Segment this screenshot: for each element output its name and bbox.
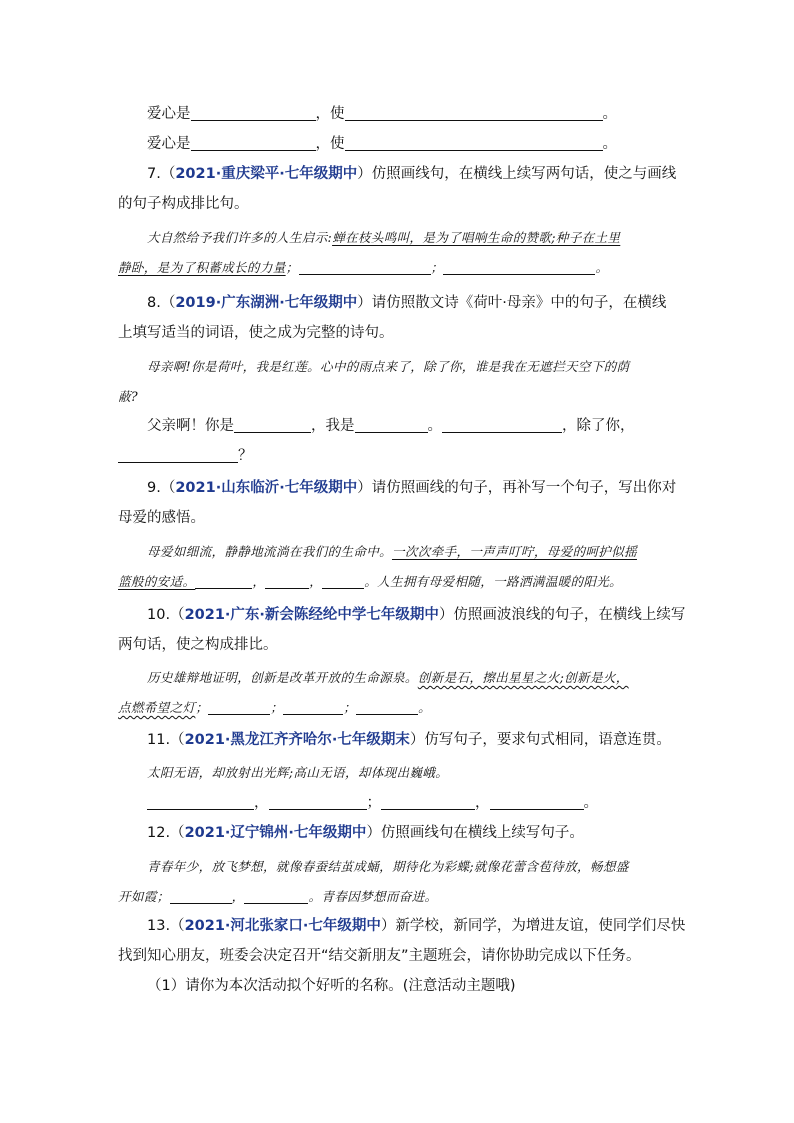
text-segment: 父亲啊！你是: [147, 418, 234, 434]
quote-text: 开如霞；: [118, 889, 170, 904]
question-8-quote-cont: [118, 387, 138, 407]
question-text: ）请仿照画线的句子，再补写一个句子，写出你对: [357, 480, 677, 496]
question-number: 7.（: [147, 166, 176, 182]
question-10-quote: [147, 668, 629, 688]
question-8-instruction-cont: [118, 323, 394, 343]
text-segment: ，我是: [311, 418, 355, 434]
question-7-quote-cont: [118, 258, 608, 278]
question-11-instruction: [147, 730, 671, 750]
question-text: ）仿照画波浪线的句子，在横线上续写: [438, 607, 686, 623]
question-source: 2021·重庆梁平·七年级期中: [175, 166, 358, 182]
quote-text: 太阳无语，却放射出光辉;高山无语，却体现出巍峨。: [147, 765, 449, 780]
question-13-instruction: [147, 916, 685, 936]
quote-text: 历史雄辩地证明，创新是改革开放的生命源泉。: [147, 670, 418, 685]
question-text: 找到知心朋友，班委会决定召开“结交新朋友”主题班会，请你协助完成以下任务。: [118, 948, 641, 964]
punctuation: ，: [254, 795, 269, 811]
punctuation: ，: [309, 574, 323, 589]
punctuation: 。: [418, 700, 431, 715]
question-source: 2021·辽宁锦州·七年级期中: [184, 825, 367, 841]
quote-text: 。青春因梦想而奋进。: [308, 889, 438, 904]
fill-blank[interactable]: [356, 699, 418, 715]
fill-blank[interactable]: [322, 573, 364, 589]
fill-blank[interactable]: [269, 794, 367, 810]
question-11-fill: [147, 793, 598, 813]
fill-blank[interactable]: [443, 259, 595, 275]
text-segment: ，使: [315, 136, 345, 152]
question-text: 的句子构成排比句。: [118, 196, 249, 212]
subtask-text: （1）请你为本次活动拟个好听的名称。(注意活动主题哦): [147, 978, 516, 994]
question-number: 11.（: [147, 732, 185, 748]
fill-blank[interactable]: [195, 573, 252, 589]
question-source: 2021·山东临沂·七年级期中: [175, 480, 358, 496]
punctuation: ；: [195, 700, 209, 715]
question-10-instruction: [147, 605, 685, 625]
punctuation: ；: [285, 260, 299, 275]
text-segment: 。: [602, 106, 617, 122]
punctuation: ；: [343, 700, 357, 715]
question-text: ）新学校，新同学，为增进友谊，使同学们尽快: [380, 918, 686, 934]
question-8-fill-cont: [118, 446, 253, 466]
fill-blank[interactable]: [208, 699, 270, 715]
punctuation: ；: [430, 260, 444, 275]
question-9-quote: [147, 542, 637, 562]
question-8-instruction: [147, 293, 666, 313]
question-10-quote-cont: [118, 698, 431, 718]
fill-blank[interactable]: [490, 794, 584, 810]
fill-blank[interactable]: [299, 259, 431, 275]
question-7-quote: [147, 228, 620, 248]
fill-blank[interactable]: [170, 888, 232, 904]
question-text: ）仿照画线句，在横线上续写两句话，使之与画线: [357, 166, 677, 182]
text-segment: 爱心是: [147, 106, 191, 122]
punctuation: ？: [238, 448, 253, 464]
text-segment: 爱心是: [147, 136, 191, 152]
question-text: ）请仿照散文诗《荷叶·母亲》中的句子，在横线: [357, 295, 667, 311]
underlined-sentence: 一次次牵手，一声声叮咛，母爱的呵护似摇: [391, 544, 637, 559]
quote-text: 青春年少，放飞梦想，就像春蚕结茧成蛹，期待化为彩蝶;就像花蕾含苞待放，畅想盛: [147, 859, 629, 874]
question-source: 2021·广东·新会陈经纶中学七年级期中: [184, 607, 439, 623]
question-11-quote: [147, 763, 448, 783]
question-number: 13.（: [147, 918, 185, 934]
question-8-quote: [147, 357, 629, 377]
question-8-fill: [147, 416, 635, 436]
question-12-quote-cont: [118, 887, 437, 907]
fill-blank[interactable]: [355, 417, 428, 433]
punctuation: ；: [366, 795, 381, 811]
question-number: 9.（: [147, 480, 176, 496]
question-12-instruction: [147, 823, 584, 843]
question-9-instruction-cont: [118, 508, 205, 528]
punctuation: 。: [595, 260, 609, 275]
fill-blank[interactable]: [442, 417, 562, 433]
question-source: 2021·黑龙江齐齐哈尔·七年级期末: [184, 732, 410, 748]
question-text: 两句话，使之构成排比。: [118, 637, 278, 653]
text-segment: 。: [602, 136, 617, 152]
wavy-underlined-sentence: 创新是石，擦出星星之火;创新是火，: [417, 670, 629, 685]
underlined-sentence: 蝉在枝头鸣叫，是为了唱响生命的赞歌;种子在土里: [332, 230, 621, 245]
fill-blank[interactable]: [345, 105, 603, 121]
question-10-instruction-cont: [118, 635, 278, 655]
question-number: 12.（: [147, 825, 185, 841]
question-7-instruction: [147, 164, 676, 184]
question-12-quote: [147, 857, 629, 877]
question-9-quote-cont: [118, 572, 622, 592]
question-source: 2021·河北张家口·七年级期中: [184, 918, 381, 934]
answer-line-1: [147, 104, 617, 124]
text-segment: ，除了你，: [562, 418, 635, 434]
quote-text: 母亲啊!你是荷叶，我是红莲。心中的雨点来了，除了你，谁是我在无遮拦天空下的荫: [147, 359, 630, 374]
question-9-instruction: [147, 478, 676, 498]
fill-blank[interactable]: [345, 135, 603, 151]
punctuation: ，: [252, 574, 266, 589]
quote-text: 蔽?: [118, 389, 138, 404]
question-13-instruction-cont: [118, 946, 641, 966]
quote-text: 大自然给予我们许多的人生启示:: [147, 230, 333, 245]
underlined-sentence: 静卧，是为了积蓄成长的力量: [118, 260, 286, 275]
fill-blank[interactable]: [147, 794, 254, 810]
fill-blank[interactable]: [191, 135, 316, 151]
fill-blank[interactable]: [265, 573, 309, 589]
punctuation: ，: [475, 795, 490, 811]
text-segment: ，使: [315, 106, 345, 122]
fill-blank[interactable]: [118, 447, 238, 463]
question-text: ）仿照画线句在横线上续写句子。: [366, 825, 584, 841]
punctuation: ，: [231, 889, 245, 904]
question-text: 母爱的感悟。: [118, 510, 205, 526]
underlined-sentence: 篮般的安适。: [118, 574, 196, 589]
punctuation: ；: [270, 700, 284, 715]
quote-text: 母爱如细流，静静地流淌在我们的生命中。: [147, 544, 392, 559]
question-source: 2019·广东湖洲·七年级期中: [175, 295, 358, 311]
question-13-subtask-1: [147, 976, 516, 996]
punctuation: 。: [583, 795, 598, 811]
question-text: 上填写适当的词语，使之成为完整的诗句。: [118, 325, 394, 341]
fill-blank[interactable]: [283, 699, 343, 715]
quote-text: 。人生拥有母爱相随，一路洒满温暖的阳光。: [364, 574, 623, 589]
question-7-instruction-cont: [118, 194, 249, 214]
answer-line-2: [147, 134, 617, 154]
fill-blank[interactable]: [234, 417, 311, 433]
question-number: 10.（: [147, 607, 185, 623]
question-text: ）仿写句子，要求句式相同，语意连贯。: [409, 732, 671, 748]
question-number: 8.（: [147, 295, 176, 311]
fill-blank[interactable]: [244, 888, 308, 904]
punctuation: 。: [427, 418, 442, 434]
fill-blank[interactable]: [381, 794, 475, 810]
fill-blank[interactable]: [191, 105, 316, 121]
wavy-underlined-sentence: 点燃希望之灯: [118, 700, 196, 715]
